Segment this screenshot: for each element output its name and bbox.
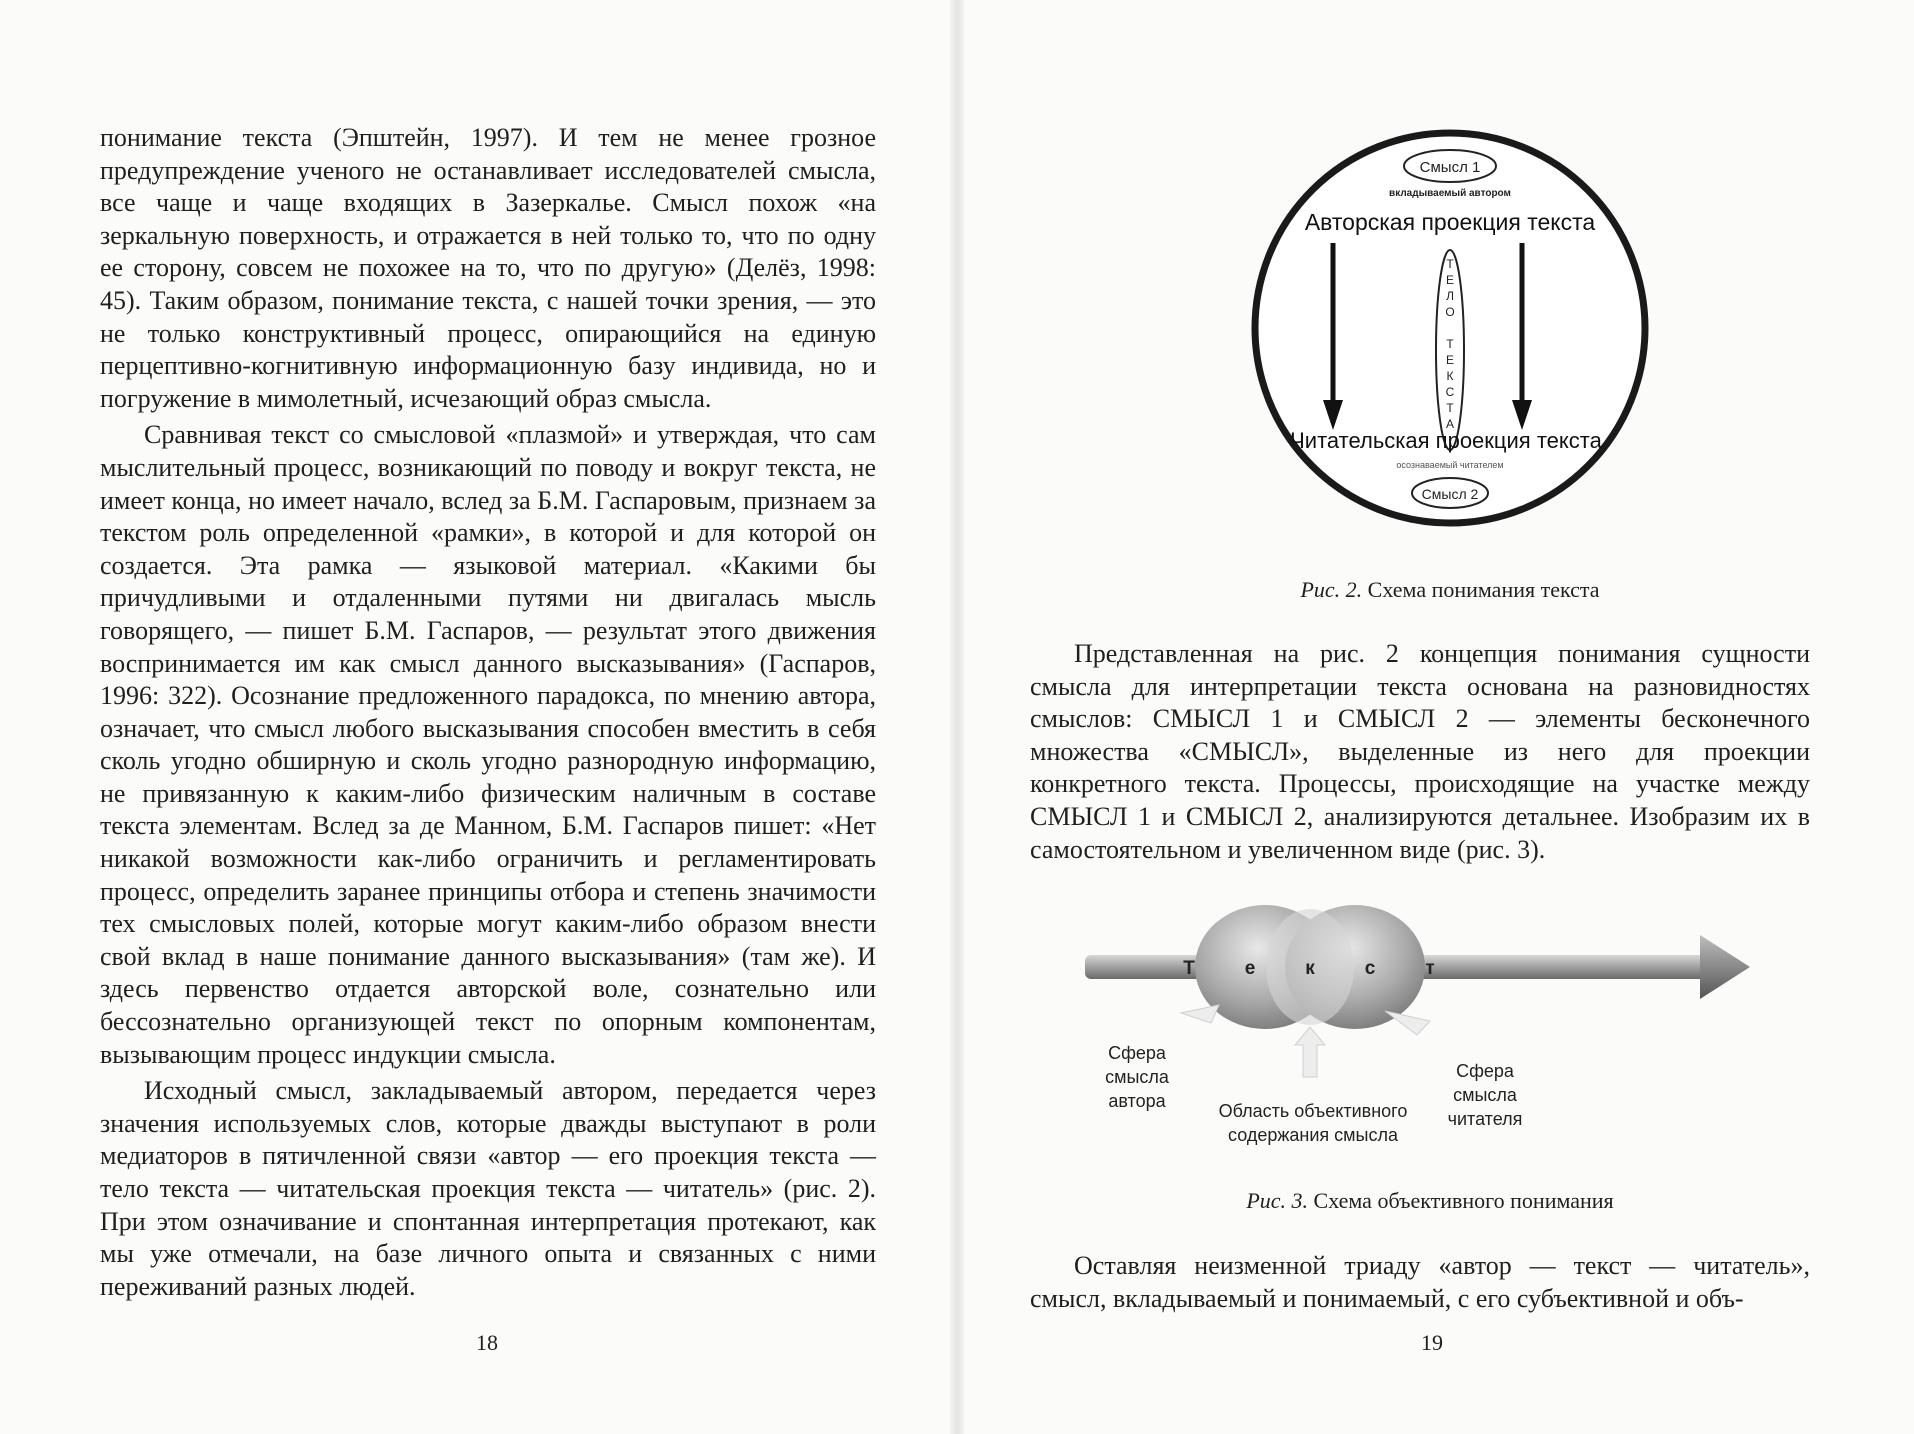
figure-3-diagram bbox=[1085, 905, 1805, 1165]
left-page-number: 18 bbox=[476, 1330, 498, 1355]
reader-projection-label: Читательская проекция текста bbox=[1290, 428, 1602, 453]
reader-sphere-label bbox=[1448, 1061, 1523, 1129]
rod-letter: Т bbox=[1183, 958, 1195, 979]
author-projection-label: Авторская проекция текста bbox=[1304, 209, 1596, 235]
right-paragraph-2-block bbox=[1030, 1250, 1810, 1315]
figure-2-caption-prefix: Рис. 2. bbox=[1300, 577, 1363, 602]
objective-label-line: содержания смысла bbox=[1228, 1125, 1398, 1145]
body-letter: Т bbox=[1446, 337, 1454, 351]
right-page-number: 19 bbox=[1421, 1330, 1443, 1355]
author-label-line: смысла bbox=[1105, 1067, 1169, 1087]
author-pointer-arrow bbox=[1181, 1005, 1219, 1023]
figure-3-caption bbox=[1130, 1188, 1730, 1214]
rod-letter: т bbox=[1425, 958, 1435, 979]
right-paragraph-1-block bbox=[1030, 638, 1810, 866]
reader-label-line: смысла bbox=[1453, 1085, 1517, 1105]
body-letter: А bbox=[1445, 417, 1455, 431]
reader-label-line: Сфера bbox=[1456, 1061, 1514, 1081]
body-letter: Е bbox=[1445, 273, 1455, 287]
author-label-line: автора bbox=[1108, 1091, 1166, 1111]
figure-2-diagram bbox=[1240, 108, 1660, 548]
text-body-letters bbox=[1445, 257, 1454, 431]
reader-label-line: читателя bbox=[1447, 1109, 1523, 1129]
right-paragraph-1: Представленная на рис. 2 концепция понимания сущности смысла для интерпретации текста основана на разновидностях смыслов: СМЫСЛ 1 и СМЫСЛ 2 — элементы бесконечного множества «СМЫСЛ», выделенные из него для проекции конкретного текста. Процессы, происходящие на участке между СМЫСЛ 1 и СМЫСЛ 2, анализируются детальнее. Изобразим их в самостоятельном и увеличенном виде (рис. 3). bbox=[1030, 639, 1810, 864]
book-gutter bbox=[950, 0, 964, 1434]
body-letter: Е bbox=[1445, 353, 1455, 367]
left-paragraph-3: Исходный смысл, закладываемый автором, передается через значения используемых слов, которые дважды выступают в роли медиаторов в пятичленной связи «автор — его проекция текста — тело текста — читательская проекция текста — читатель» (рис. 2). При этом означивание и спонтанная интерпретация протекают, как мы уже отмечали, на базе личного опыта и связанных с ними переживаний разных людей. bbox=[100, 1076, 876, 1301]
left-paragraph-1: понимание текста (Эпштейн, 1997). И тем не менее грозное предупреждение ученого не останавливает исследователей смысла, все чаще и чаще входящих в Зазеркалье. Смысл похож «на зеркальную поверхность, и отражается в ней только то, что по одну ее сторону, совсем не похожее на то, что по другую» (Делёз, 1998: 45). Таким образом, понимание текста, с нашей точки зрения, — это не только конструктивный процесс, опирающийся на единую перцептивно-когнитивную информационную базу индивида, но и погружение в мимолетный, исчезающий образ смысла. bbox=[100, 123, 876, 413]
left-paragraph-2: Сравнивая текст со смысловой «плазмой» и утверждая, что сам мыслительный процесс, возникающий по поводу и вокруг текста, не имеет конца, но имеет начало, вслед за Б.М. Гаспаровым, признаем за текстом роль определенной «рамки», в которой и для которой он создается. Эта рамка — языковой материал. «Какими бы причудливыми и отдаленными путями ни двигалась мысль говорящего, — пишет Б.М. Гаспаров, — результат этого движения воспринимается им как смысл данного высказывания» (Гаспаров, 1996: 322). Осознание предложенного парадокса, по мнению автора, означает, что смысл любого высказывания способен вместить в себя сколь угодно обширную и сколь угодно разнородную информацию, не привязанную к каким-либо физическим наличным в составе текста элементам. Вслед за де Манном, Б.М. Гаспаров пишет: «Нет никакой возможности как-либо ограничить и регламентировать процесс, определить заранее принципы отбора и степень значимости тех смысловых полей, которые могут каким-либо образом внести свой вклад в наше понимание данного высказывания» (там же). И здесь первенство отдается авторской воле, сознательно или бессознательно организующей текст по опорным компонентам, вызывающим процесс индукции смысла. bbox=[100, 420, 876, 1069]
right-paragraph-2: Оставляя неизменной триаду «автор — текст — читатель», смысл, вкладываемый и понимаемый, с его субъективной и объ- bbox=[1030, 1251, 1810, 1313]
author-sphere-label bbox=[1105, 1043, 1170, 1111]
body-letter: С bbox=[1445, 385, 1455, 399]
objective-pointer-arrow bbox=[1295, 1027, 1325, 1077]
meaning-2-sublabel: осознаваемый читателем bbox=[1396, 460, 1504, 470]
body-letter: О bbox=[1445, 305, 1455, 319]
figure-3-caption-text: Схема объективного понимания bbox=[1313, 1188, 1614, 1213]
rod-letter: е bbox=[1244, 958, 1256, 979]
objective-label-line: Область объективного bbox=[1218, 1101, 1408, 1121]
rod-letter: к bbox=[1305, 958, 1315, 979]
body-letter: К bbox=[1446, 369, 1454, 383]
body-letter: Л bbox=[1446, 289, 1454, 303]
rod-letter: с bbox=[1364, 958, 1376, 979]
figure-2-caption bbox=[1160, 577, 1740, 603]
meaning-2-label: Смысл 2 bbox=[1421, 486, 1479, 502]
body-letter: Т bbox=[1446, 401, 1454, 415]
meaning-1-sublabel: вкладываемый автором bbox=[1389, 188, 1511, 199]
figure-2-caption-text: Схема понимания текста bbox=[1367, 577, 1600, 602]
left-page-text bbox=[100, 122, 876, 1303]
body-letter: Т bbox=[1446, 257, 1454, 271]
author-label-line: Сфера bbox=[1108, 1043, 1166, 1063]
arrow-head bbox=[1700, 935, 1750, 999]
objective-area-label bbox=[1219, 1101, 1408, 1145]
reader-pointer-arrow bbox=[1385, 1011, 1430, 1035]
meaning-1-label: Смысл 1 bbox=[1419, 159, 1481, 176]
figure-3-caption-prefix: Рис. 3. bbox=[1246, 1188, 1309, 1213]
